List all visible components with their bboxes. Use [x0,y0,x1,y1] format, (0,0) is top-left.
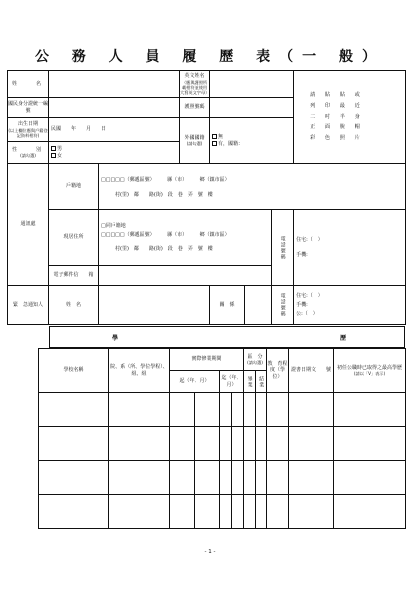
email-label: 電子郵件信 箱 [49,266,99,286]
relation-label: 關 係 [210,286,245,325]
table-row[interactable] [39,427,406,461]
foreign-nationality-label: 外國國籍 (請勾選) [180,118,210,164]
education-table [38,348,406,529]
department-header: 院、系（所、學位學程）、組、組 [109,349,170,393]
foreign-none-option[interactable]: 無 [212,134,293,140]
study-period-header: 實際修業期間 [170,349,244,371]
english-name-field[interactable] [210,71,294,98]
sex-female-option[interactable]: 女 [51,153,179,159]
id-number-label: 國民身分證統一編號 [8,98,49,118]
degree-header: 教 育程 度（學位） [267,349,289,393]
table-row[interactable] [39,393,406,427]
checkbox-icon [51,153,56,158]
phone-field[interactable]: 住宅:（ ） 手機: [294,210,406,286]
status-completed-header: 結業 [256,371,267,393]
foreign-has-option[interactable]: 有，國籍： [212,141,293,147]
contact-label: 通訊處 [8,164,49,286]
personal-info-table [7,70,406,325]
sex-male-option[interactable]: 男 [51,146,179,152]
name-label: 姓 名 [8,71,49,98]
emergency-name-label: 姓 名 [49,286,99,325]
current-address-field[interactable]: □同戶籍地 □□□□□（郵遞區號） 縣（市） 鄉（鎮市區） 村(里) 鄰 路(街) 段 巷 弄 號 樓 [99,210,272,266]
passport-label: 護照號碼 [180,98,210,118]
page-number: - 1 - [204,549,216,555]
birth-date-field[interactable]: 民國 年 月 日 [49,118,180,142]
foreign-nationality-options [210,118,294,164]
status-header: 區 分 (請勾選) [244,349,267,371]
passport-field[interactable] [210,98,294,118]
id-number-field[interactable] [49,98,180,118]
checkbox-icon [212,141,217,146]
status-graduated-header: 畢業 [244,371,256,393]
school-name-header: 學校名稱 [39,349,109,393]
relation-field[interactable] [245,286,272,325]
certificate-header: 證書日期文 號 [289,349,334,393]
name-field[interactable] [49,71,180,98]
phone-label: 電話號碼 [272,210,294,286]
emergency-phone-label: 電話號碼 [272,286,294,325]
same-as-household-option[interactable]: □同戶籍地 [101,222,126,229]
checkbox-icon [212,134,217,139]
household-label: 戶籍地 [49,164,99,210]
period-to-header: 迄（年．月） [220,371,244,393]
period-from-header: 起（年．月） [170,371,220,393]
education-header: 學 歷 [49,326,405,348]
sex-label: 性 別 (請勾選) [8,142,49,164]
checkbox-icon [51,146,56,151]
table-row[interactable] [39,495,406,529]
page-title: 公 務 人 員 履 歷 表（一 般） [34,49,386,65]
photo-area[interactable]: 請 貼 貼 或 列 印 最 近 二 吋 半 身 正 面 脫 帽 彩 色 照 片 [294,71,406,164]
current-address-label: 現居住所 [49,210,99,266]
emergency-name-field[interactable] [99,286,210,325]
emergency-phone-field[interactable]: 住宅:（ ） 手機: 公:（ ） [294,286,406,325]
birth-date-label: 出生日期 (以上欄位應與戶籍登記資料相符) [8,118,49,142]
table-row[interactable] [39,461,406,495]
email-field[interactable] [99,266,272,286]
household-address-field[interactable]: □□□□□（郵遞區號） 縣（市） 鄉（鎮市區） 村(里) 鄰 路(街) 段 巷 弄 號 樓 [99,164,406,210]
english-name-label: 英文姓名 （應與護照所載相符並使用大寫英文字母） [180,71,210,98]
sex-options [49,142,180,164]
emergency-contact-label: 緊 急通知人 [8,286,49,325]
highest-education-header: 初任公職時已取得之最高學歷 (請以「V」表示) [334,349,406,393]
